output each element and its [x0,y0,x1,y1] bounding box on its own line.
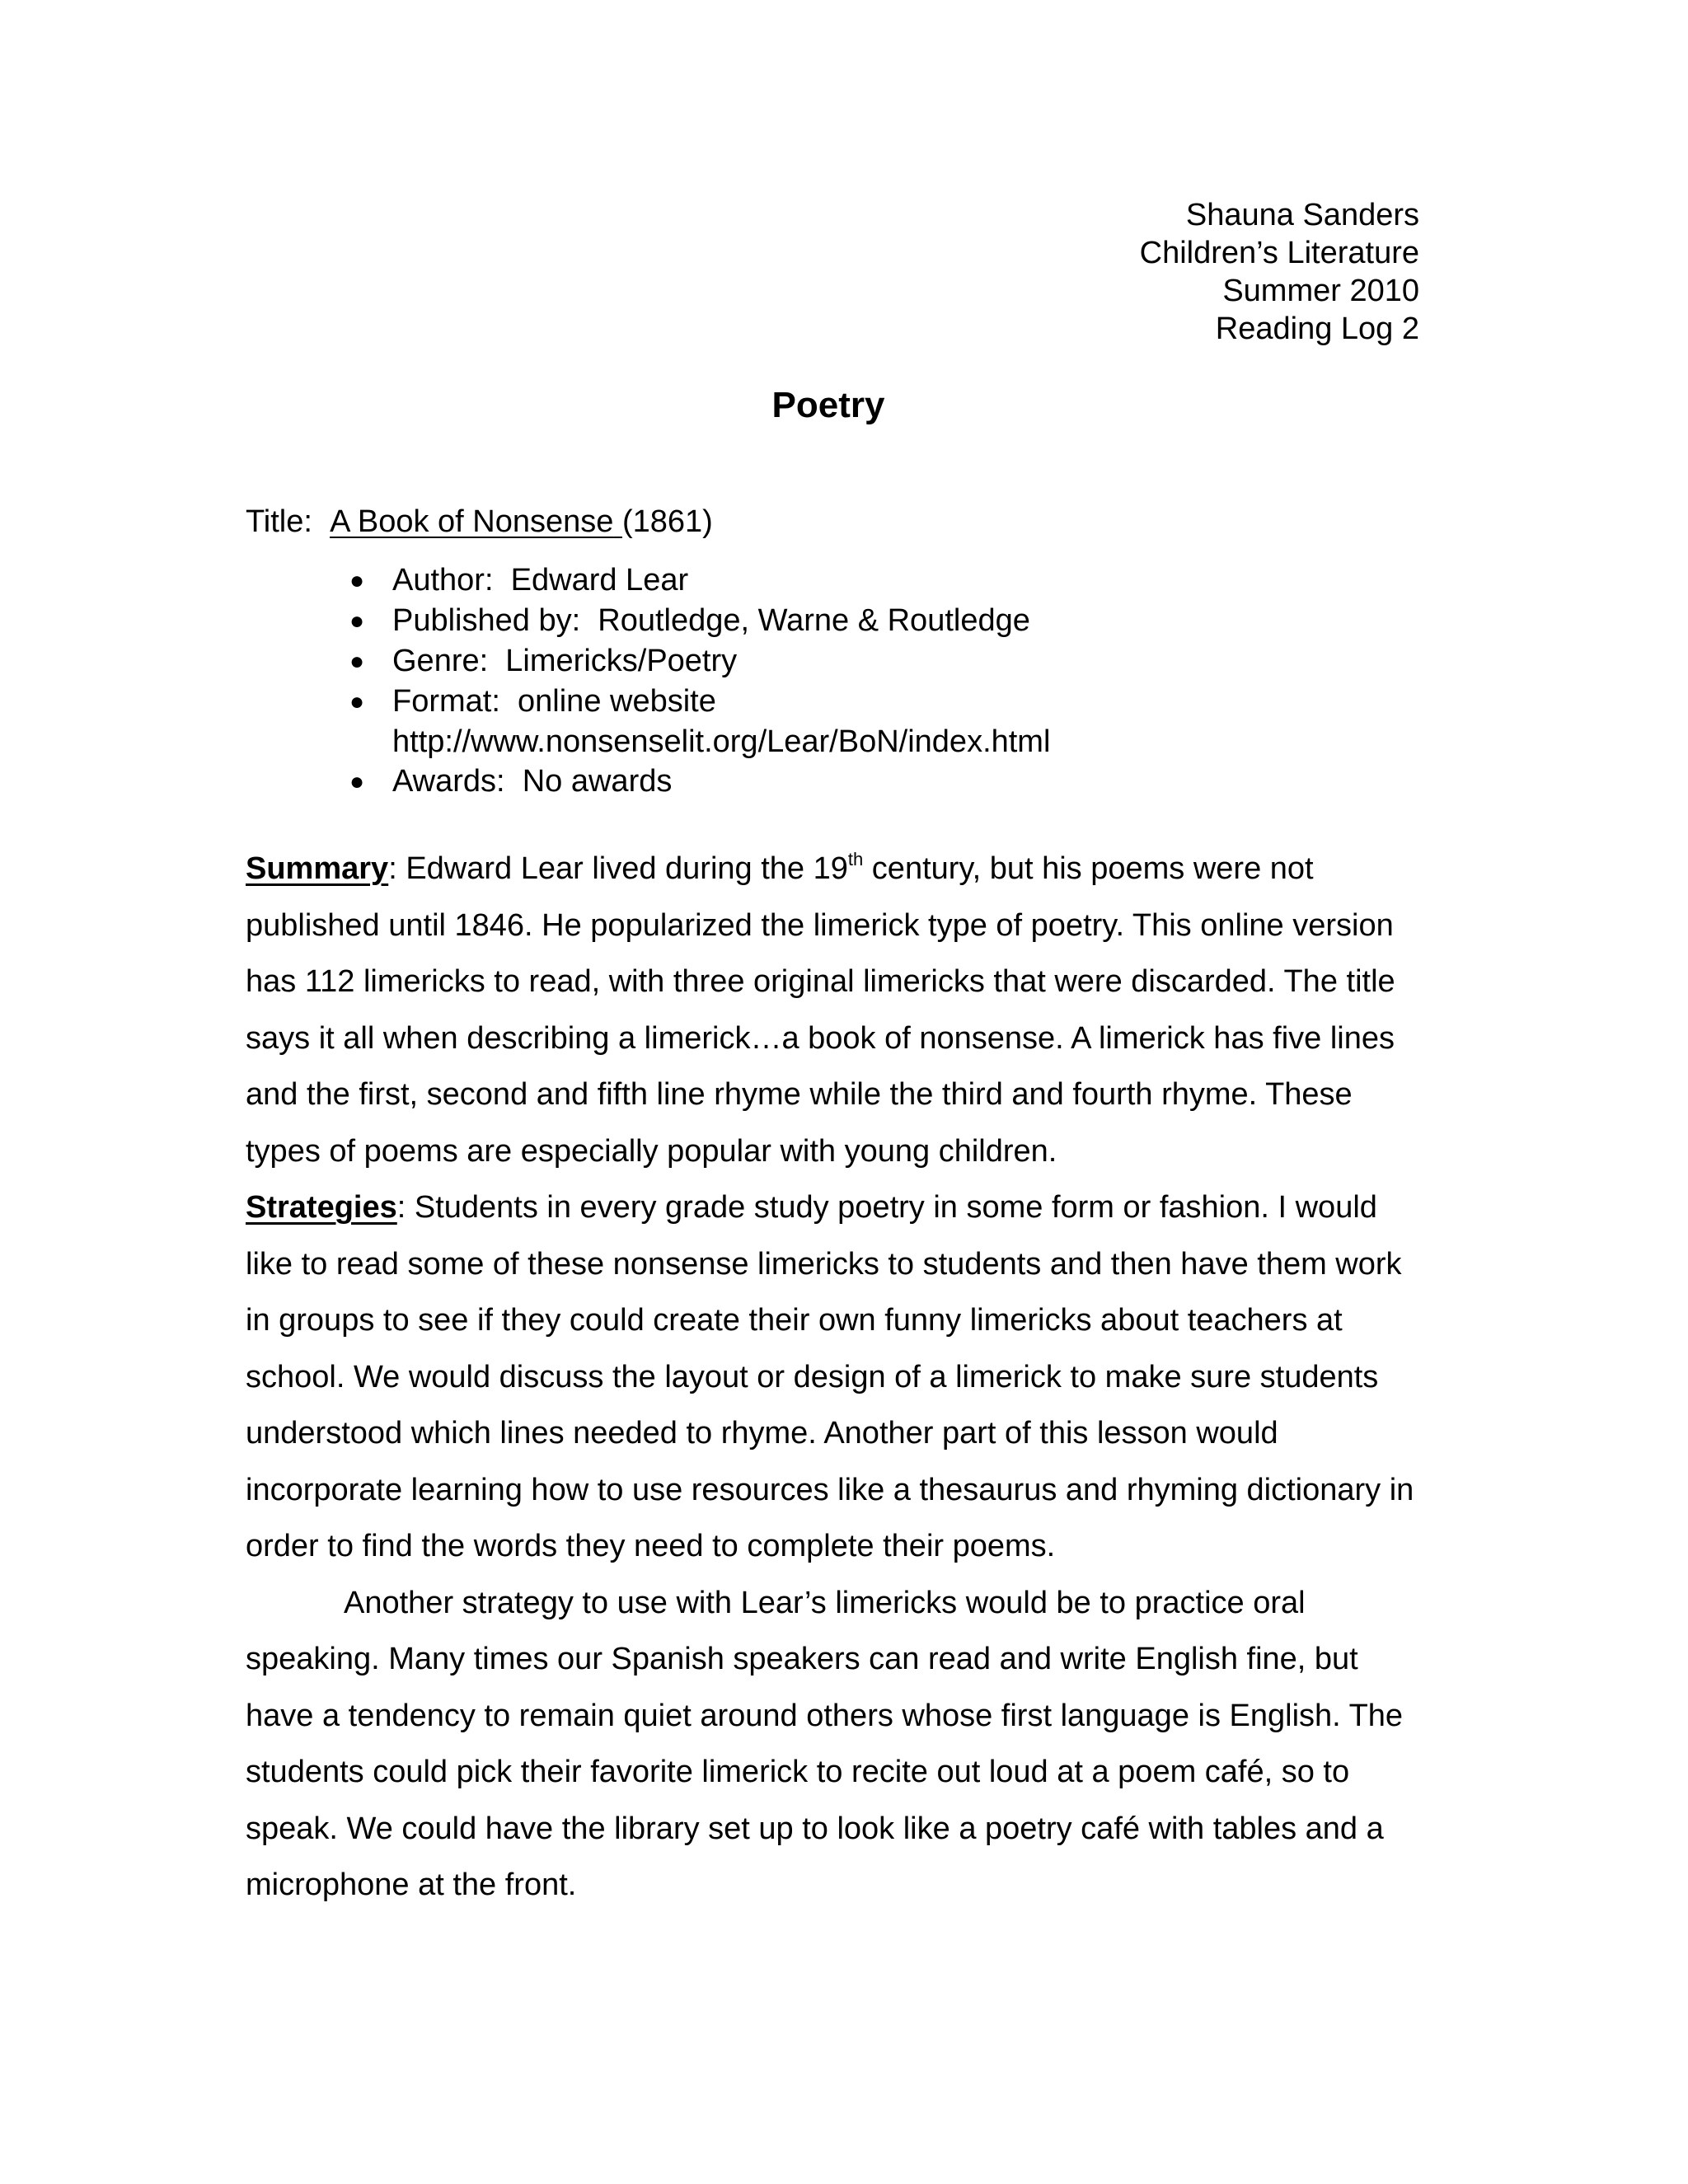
author-header [1140,196,1419,348]
detail-value: Limericks/Poetry [505,644,738,678]
strategies-paragraph-2: Another strategy to use with Lear’s limericks would be to practice oral speaking. Many times our Spanish speakers can read and write English fine, but have a tendency to remain quiet around others whose first language is English. The students could pick their favorite limerick to recite out loud at a poem café, so to speak. We could have the library set up to look like a poetry café with tables and a microphone at the front. [246,1585,1404,1902]
book-title: A Book of Nonsense [330,504,614,539]
list-item [246,560,1050,601]
detail-value: Edward Lear [510,563,689,598]
strategies-label: Strategies [246,1190,397,1225]
bullet-icon: ● [349,607,365,635]
bullet-icon: ● [349,688,365,715]
course-name: Children’s Literature [1139,236,1419,270]
detail-label: Genre: [392,644,489,678]
book-year: (1861) [621,504,713,539]
list-item [246,682,1050,762]
list-item [246,641,1050,682]
detail-value: Routledge, Warne & Routledge [598,603,1030,638]
author-name: Shauna Sanders [1185,198,1419,232]
detail-label: Format: [392,684,500,719]
bullet-icon: ● [349,648,365,675]
summary-label: Summary [246,851,389,886]
book-title-line [246,503,713,541]
ordinal-suffix: th [847,849,864,869]
list-item [246,601,1050,641]
bullet-icon: ● [349,768,365,795]
detail-label: Awards: [392,764,505,799]
detail-label: Published by: [392,603,581,638]
summary-text-rest: century, but his poems were not published until 1846. He popularized the limerick type of poetry. This online version has 112 limericks to read, with three original limericks that were discarded. The title says it all when describing a limerick…a book of nonsense. A limerick has five lines and the first, second and fifth line rhyme while the third and fourth rhyme. These types of poems are especially popular with young children. [246,851,1395,1169]
book-title-label: Title: [246,504,312,539]
website-url[interactable]: http://www.nonsenselit.org/Lear/BoN/index.html [392,724,1051,759]
summary-text-start: : Edward Lear lived during the 19 [388,851,848,886]
assignment-name: Reading Log 2 [1215,312,1419,346]
book-details-list [246,560,1050,802]
bullet-icon: ● [349,567,365,594]
term: Summer 2010 [1222,274,1419,308]
detail-value: No awards [522,764,673,799]
strategies-text: : Students in every grade study poetry in some form or fashion. I would like to read some of these nonsense limericks to students and then have them work in groups to see if they could create their own funny limericks about teachers at school. We would discuss the layout or design of a limerick to make sure students understood which lines needed to rhyme. Another part of this lesson would incorporate learning how to use resources like a thesaurus and rhyming dictionary in order to find the words they need to complete their poems. [246,1190,1414,1563]
page-title: Poetry [771,385,885,425]
summary-paragraph [246,841,1432,1179]
detail-value: online website [518,684,716,719]
strategies-paragraph [246,1179,1432,1575]
detail-label: Author: [392,563,494,598]
body-text [246,841,1432,1914]
list-item [246,762,1050,802]
